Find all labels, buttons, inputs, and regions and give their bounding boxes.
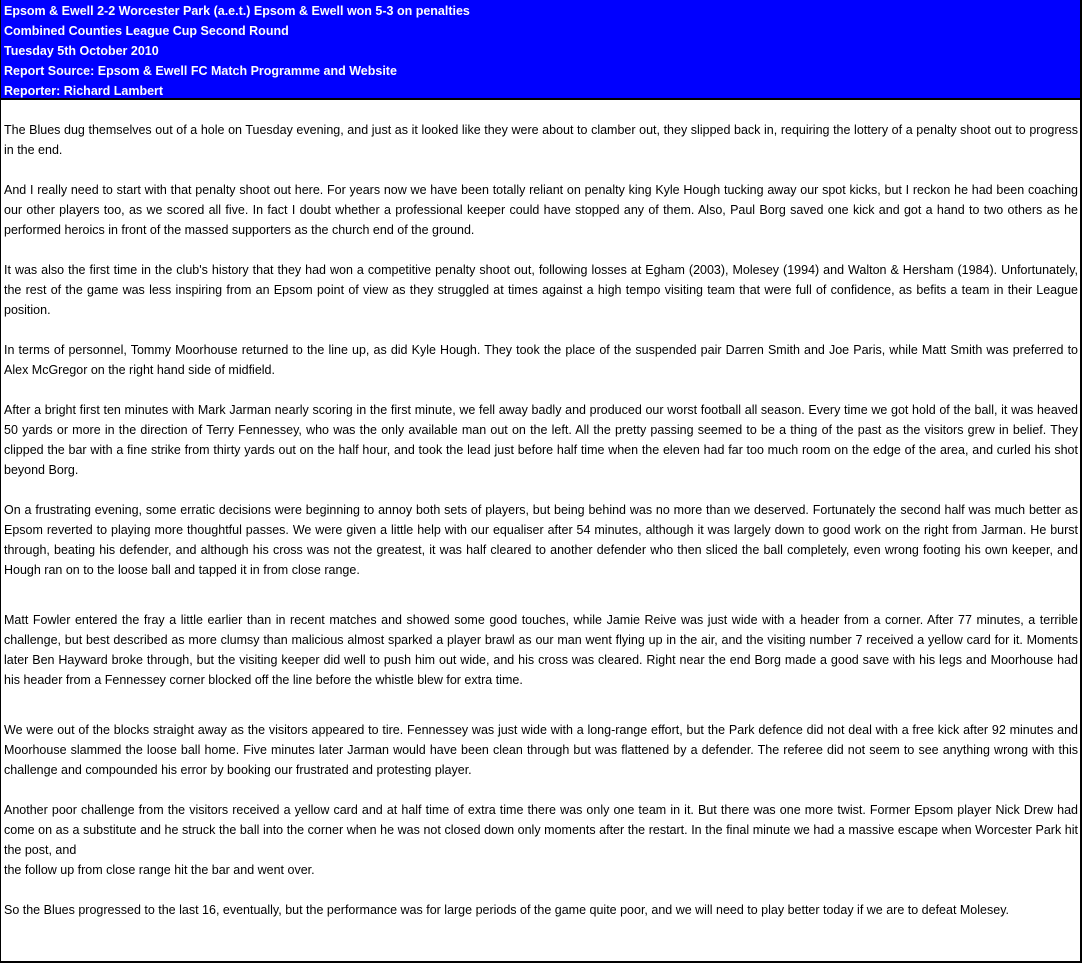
- header-date: Tuesday 5th October 2010: [4, 44, 159, 58]
- report-paragraph-9-tail: the follow up from close range hit the bar and went over.: [4, 863, 315, 877]
- report-body: [1, 100, 1080, 920]
- header-report-source: Report Source: Epsom & Ewell FC Match Programme and Website: [4, 64, 397, 78]
- header-reporter: Reporter: Richard Lambert: [4, 84, 164, 98]
- report-paragraph-9: [4, 800, 1078, 880]
- report-paragraph-6: On a frustrating evening, some erratic decisions were beginning to annoy both sets of players, but being behind was no more than we deserved. Fortunately the second half was much better as Epsom reverted to playing more thoughtful passes. We were given a little help with our equaliser after 54 minutes, although it was largely down to good work on the right from Jarman. He burst through, beating his defender, and although his cross was not the greatest, it was half cleared to another defender who then sliced the ball completely, even wrong footing his own keeper, and Hough ran on to the loose ball and tapped it in from close range.: [4, 503, 1078, 577]
- report-paragraph-4: In terms of personnel, Tommy Moorhouse returned to the line up, as did Kyle Hough. They took the place of the suspended pair Darren Smith and Joe Paris, while Matt Smith was preferred to Alex McGregor on the right hand side of midfield.: [4, 343, 1078, 377]
- report-paragraph-5: After a bright first ten minutes with Mark Jarman nearly scoring in the first minute, we fell away badly and produced our worst football all season. Every time we got hold of the ball, it was heaved 50 yards or more in the direction of Terry Fennessey, who was the only available man out on the left. All the pretty passing seemed to be a thing of the past as the visitors grew in belief. They clipped the bar with a fine strike from thirty yards out on the half hour, and took the lead just before half time when the eleven had far too much room on the edge of the area, and curled his shot beyond Borg.: [4, 403, 1078, 477]
- report-paragraph-2: And I really need to start with that penalty shoot out here. For years now we have been totally reliant on penalty king Kyle Hough tucking away our spot kicks, but I reckon he had been coaching our other players too, as we scored all five. In fact I doubt whether a professional keeper could have stopped any of them. Also, Paul Borg saved one kick and got a hand to two others as he performed heroics in front of the massed supporters as the church end of the ground.: [4, 183, 1078, 237]
- report-paragraph-8: We were out of the blocks straight away as the visitors appeared to tire. Fennessey was just wide with a long-range effort, but the Park defence did not deal with a free kick after 92 minutes and Moorhouse slammed the loose ball home. Five minutes later Jarman would have been clean through but was flattened by a defender. The referee did not seem to see anything wrong with this challenge and compounded his error by booking our frustrated and protesting player.: [4, 723, 1078, 777]
- header-competition: Combined Counties League Cup Second Round: [4, 24, 289, 38]
- report-paragraph-10: So the Blues progressed to the last 16, eventually, but the performance was for large periods of the game quite poor, and we will need to play better today if we are to defeat Molesey.: [4, 903, 1009, 917]
- report-paragraph-9-text: Another poor challenge from the visitors received a yellow card and at half time of extra time there was only one team in it. But there was one more twist. Former Epsom player Nick Drew had come on as a substitute and he struck the ball into the corner when he was not closed down only moments after the restart. In the final minute we had a massive escape when Worcester Park hit the post, and: [4, 803, 1078, 857]
- match-header: [1, 0, 1080, 100]
- report-paragraph-7: Matt Fowler entered the fray a little earlier than in recent matches and showed some good touches, while Jamie Reive was just wide with a header from a corner. After 77 minutes, a terrible challenge, but best described as more clumsy than malicious almost sparked a player brawl as our man went flying up in the air, and the visiting number 7 received a yellow card for it. Moments later Ben Hayward broke through, but the visiting keeper did well to push him out wide, and his cross was cleared. Right near the end Borg made a good save with his legs and Moorhouse had his header from a Fennessey corner blocked off the line before the whistle blew for extra time.: [4, 613, 1078, 687]
- report-paragraph-3: It was also the first time in the club's history that they had won a competitive penalty shoot out, following losses at Egham (2003), Molesey (1994) and Walton & Hersham (1984). Unfortunately, the rest of the game was less inspiring from an Epsom point of view as they struggled at times against a high tempo visiting team that were full of confidence, as befits a team in their League position.: [4, 263, 1078, 317]
- report-paragraph-1: The Blues dug themselves out of a hole on Tuesday evening, and just as it looked like they were about to clamber out, they slipped back in, requiring the lottery of a penalty shoot out to progress in the end.: [4, 123, 1078, 157]
- header-match-result: Epsom & Ewell 2-2 Worcester Park (a.e.t.) Epsom & Ewell won 5-3 on penalties: [4, 4, 470, 18]
